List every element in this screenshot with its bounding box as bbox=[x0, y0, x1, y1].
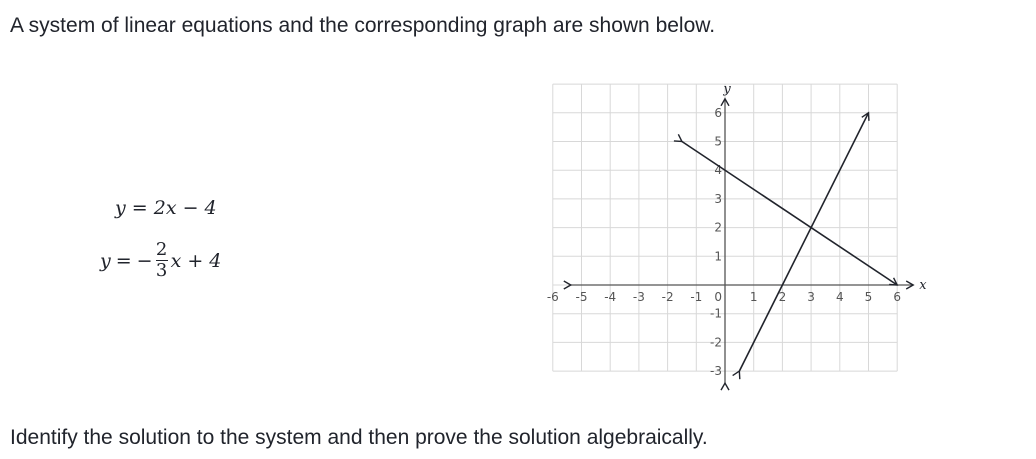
x-axis-label: x bbox=[919, 278, 927, 293]
eq2-numerator: 2 bbox=[155, 239, 168, 260]
tick-labels bbox=[547, 106, 901, 378]
eq1-lhs: y bbox=[115, 197, 126, 219]
x-tick-label: 6 bbox=[893, 290, 902, 304]
x-tick-label: -2 bbox=[661, 290, 674, 304]
x-tick-label: -3 bbox=[632, 290, 645, 304]
graph-lines bbox=[682, 113, 897, 371]
x-tick-label: 3 bbox=[807, 290, 815, 304]
y-tick-label: 2 bbox=[714, 220, 722, 235]
coordinate-graph bbox=[540, 76, 950, 391]
eq2-rest: x + 4 bbox=[170, 249, 222, 272]
x-tick-label: 1 bbox=[749, 290, 758, 304]
eq2-sign: − bbox=[136, 249, 153, 272]
eq2-equals: = bbox=[115, 249, 132, 272]
eq1-equals: = bbox=[131, 197, 148, 219]
x-tick-label: 0 bbox=[714, 290, 722, 304]
y-axis-label: y bbox=[723, 81, 731, 97]
eq2-denominator: 3 bbox=[155, 260, 168, 282]
question-text: Identify the solution to the system and then prove the solution algebraically. bbox=[10, 426, 708, 449]
equation-2 bbox=[100, 240, 221, 281]
y-tick-label: -1 bbox=[710, 306, 722, 321]
x-tick-label: 2 bbox=[778, 290, 787, 304]
y-tick-label: 6 bbox=[714, 105, 722, 120]
eq1-rhs: 2x − 4 bbox=[153, 197, 217, 219]
eq2-lhs: y bbox=[100, 249, 111, 272]
x-tick-label: 4 bbox=[835, 290, 844, 304]
x-tick-label: 5 bbox=[864, 290, 873, 304]
equation-1 bbox=[115, 197, 217, 219]
y-tick-label: 1 bbox=[714, 249, 722, 264]
x-tick-label: -1 bbox=[690, 290, 703, 304]
eq2-fraction bbox=[156, 240, 168, 281]
x-tick-label: -4 bbox=[604, 290, 617, 304]
series-line-2 bbox=[682, 142, 897, 286]
y-tick-label: -2 bbox=[710, 335, 722, 350]
y-tick-label: 4 bbox=[714, 163, 722, 178]
y-tick-label: 3 bbox=[714, 191, 722, 206]
x-tick-label: -5 bbox=[575, 290, 588, 304]
series-line-1 bbox=[739, 113, 868, 371]
intro-text: A system of linear equations and the corresponding graph are shown below. bbox=[10, 14, 716, 37]
x-tick-label: -6 bbox=[546, 290, 559, 304]
y-tick-label: 5 bbox=[714, 134, 722, 149]
y-tick-label: -3 bbox=[710, 364, 722, 379]
